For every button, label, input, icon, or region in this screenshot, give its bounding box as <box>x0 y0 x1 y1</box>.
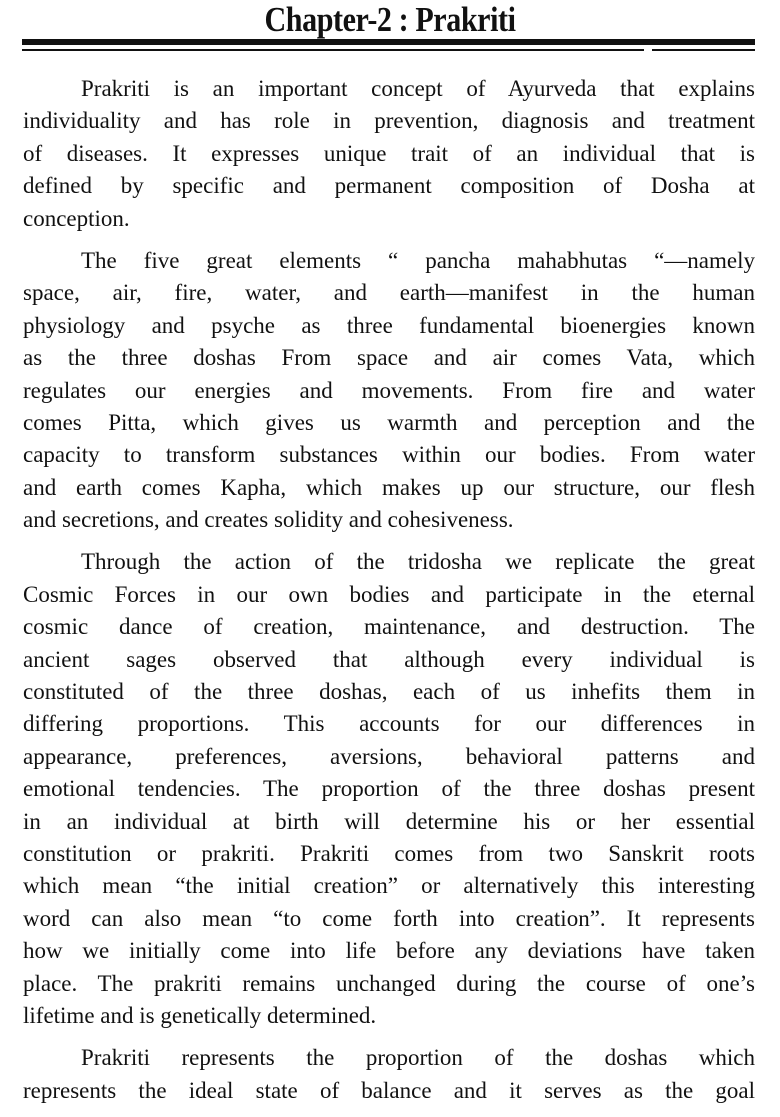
text-line: lifetime and is genetically determined. <box>23 1002 377 1028</box>
text-line: cosmic dance of creation, maintenance, and destruction. The <box>23 614 755 640</box>
title-rule-thin-end <box>652 49 755 51</box>
paragraph <box>23 546 755 1032</box>
text-line: Cosmic Forces in our own bodies and participate in the eternal <box>23 581 755 607</box>
text-line: and secretions, and creates solidity and cohesiveness. <box>23 507 514 533</box>
text-line: constituted of the three doshas, each of us inhefits them in <box>23 679 755 705</box>
text-line: physiology and psyche as three fundamental bioenergies known <box>23 312 755 338</box>
text-line: constitution or prakriti. Prakriti comes from two Sanskrit roots <box>23 840 755 866</box>
text-line: of diseases. It expresses unique trait of an individual that is <box>23 140 755 166</box>
text-line: place. The prakriti remains unchanged during the course of one’s <box>23 970 755 996</box>
text-line: individuality and has role in prevention, diagnosis and treatment <box>23 108 755 134</box>
chapter-title: Chapter-2 : Prakriti <box>264 0 516 39</box>
paragraph <box>23 245 755 537</box>
text-line: space, air, fire, water, and earth—manifest in the human <box>23 280 755 306</box>
text-line: ancient sages observed that although every individual is <box>23 646 755 672</box>
text-line: word can also mean “to come forth into creation”. It represents <box>23 905 755 931</box>
text-line: which mean “the initial creation” or alternatively this interesting <box>23 873 755 899</box>
title-rule-thick <box>22 39 755 45</box>
text-line: differing proportions. This accounts for our differences in <box>23 711 755 737</box>
text-line: comes Pitta, which gives us warmth and perception and the <box>23 409 755 435</box>
text-line: conception. <box>23 205 130 231</box>
text-line: regulates our energies and movements. From fire and water <box>23 377 755 403</box>
text-line: how we initially come into life before any deviations have taken <box>23 938 755 964</box>
text-line: and earth comes Kapha, which makes up our structure, our flesh <box>23 474 755 500</box>
text-line: Through the action of the tridosha we replicate the great <box>81 549 755 575</box>
text-line: capacity to transform substances within our bodies. From water <box>23 442 755 468</box>
text-line: represents the ideal state of balance and it serves as the goal <box>23 1077 755 1103</box>
text-line: The five great elements “ pancha mahabhutas “—namely <box>81 247 755 273</box>
paragraph <box>23 1042 755 1107</box>
title-rule-thin <box>22 49 644 51</box>
text-line: defined by specific and permanent composition of Dosha at <box>23 173 755 199</box>
text-line: Prakriti is an important concept of Ayurveda that explains <box>81 76 755 101</box>
chapter-body <box>23 73 755 1117</box>
text-line: Prakriti represents the proportion of the doshas which <box>81 1045 755 1071</box>
paragraph <box>23 73 755 235</box>
text-line: emotional tendencies. The proportion of the three doshas present <box>23 776 755 802</box>
text-line: in an individual at birth will determine his or her essential <box>23 808 755 834</box>
text-line: appearance, preferences, aversions, behavioral patterns and <box>23 743 755 769</box>
text-line: as the three doshas From space and air comes Vata, which <box>23 345 755 371</box>
